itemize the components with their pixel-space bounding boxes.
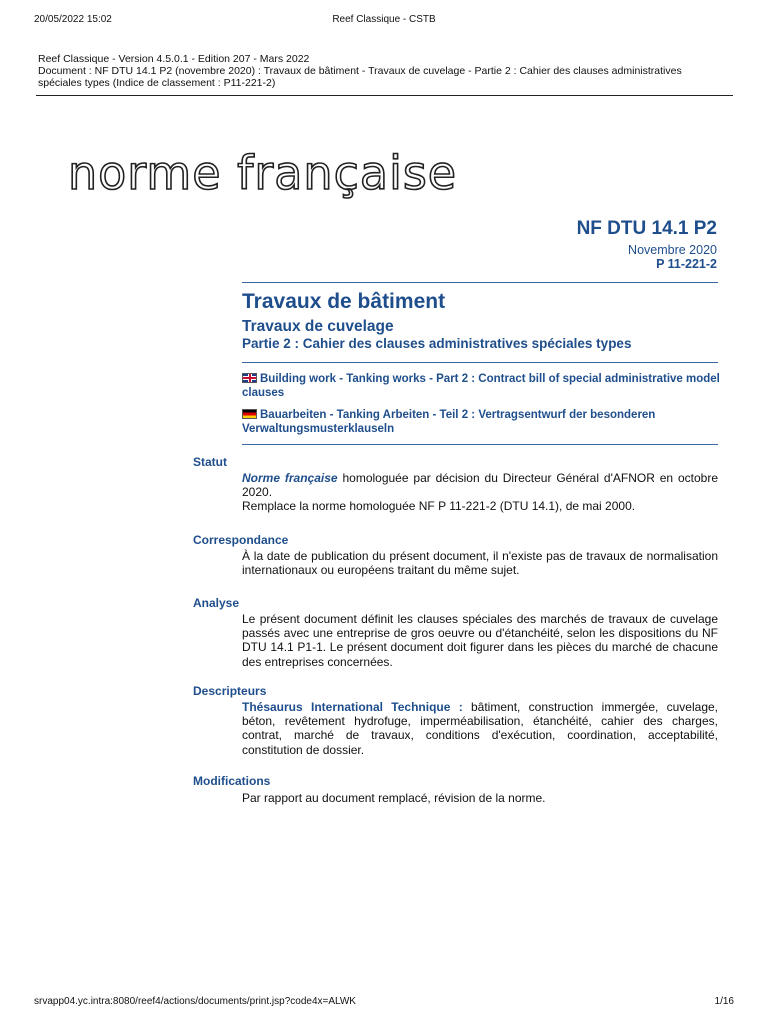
document-part: Partie 2 : Cahier des clauses administratives spéciales types bbox=[242, 336, 632, 351]
thesaurus-label: Thésaurus International Technique : bbox=[242, 700, 463, 714]
section-body-correspondance: À la date de publication du présent document, il n'existe pas de travaux de normalisation internationaux ou européens traitant du même sujet. bbox=[242, 549, 718, 578]
title-divider-bottom bbox=[242, 444, 718, 445]
norme-francaise-logo-title: norme française bbox=[68, 146, 458, 200]
standard-date: Novembre 2020 bbox=[628, 243, 717, 257]
statut-text2: Remplace la norme homologuée NF P 11-221-2 (DTU 14.1), de mai 2000. bbox=[242, 499, 636, 514]
section-body-statut bbox=[242, 471, 718, 514]
section-body-descripteurs bbox=[242, 700, 718, 757]
title-divider-middle bbox=[242, 362, 718, 363]
statut-text1: homologuée par décision du Directeur Général d'AFNOR en octobre 2020. bbox=[242, 471, 718, 500]
standard-reference: NF DTU 14.1 P2 bbox=[576, 218, 717, 239]
reef-info-line3: spéciales types (Indice de classement : P11-221-2) bbox=[38, 77, 276, 89]
english-title: Building work - Tanking works - Part 2 : Contract bill of special administrative model clauses bbox=[242, 373, 720, 399]
print-url: srvapp04.yc.intra:8080/reef4/actions/documents/print.jsp?code4x=ALWK bbox=[34, 996, 356, 1007]
section-heading-statut: Statut bbox=[193, 455, 227, 469]
section-body-modifications: Par rapport au document remplacé, révision de la norme. bbox=[242, 791, 546, 805]
reef-info-line1: Reef Classique - Version 4.5.0.1 - Edition 207 - Mars 2022 bbox=[38, 53, 310, 65]
section-heading-analyse: Analyse bbox=[193, 596, 240, 610]
section-heading-modifications: Modifications bbox=[193, 774, 271, 788]
german-flag-icon bbox=[242, 409, 257, 419]
print-page-number: 1/16 bbox=[714, 996, 734, 1007]
reef-info-line2: Document : NF DTU 14.1 P2 (novembre 2020) : Travaux de bâtiment - Travaux de cuvelage - Partie 2 : Cahier des clauses administratives bbox=[38, 65, 682, 77]
section-heading-correspondance: Correspondance bbox=[193, 533, 289, 547]
german-translation bbox=[242, 408, 720, 436]
reef-info-block bbox=[38, 53, 738, 89]
uk-flag-icon bbox=[242, 373, 257, 383]
print-window-title: Reef Classique - CSTB bbox=[332, 14, 436, 25]
section-body-analyse: Le présent document définit les clauses spéciales des marchés de travaux de cuvelage passés avec une entreprise de gros oeuvre ou d'étanchéité, selon les dispositions du NF DTU 14.1 P1-1. Le présent document doit figurer dans les pièces du marché de chacune des entreprises concernées. bbox=[242, 612, 718, 669]
section-heading-descripteurs: Descripteurs bbox=[193, 684, 267, 698]
english-translation bbox=[242, 372, 720, 400]
print-datetime: 20/05/2022 15:02 bbox=[34, 14, 112, 25]
header-divider bbox=[36, 95, 733, 96]
descripteurs-text: bâtiment, construction immergée, cuvelage, béton, revêtement hydrofuge, imperméabilisation, étanchéité, cahier des charges, contrat, marché de travaux, conditions d'exécution, coordination, acceptabilité, constitution de dossier. bbox=[242, 700, 718, 757]
title-divider-top bbox=[242, 282, 718, 283]
classification-index: P 11-221-2 bbox=[656, 257, 717, 271]
document-subtitle: Travaux de cuvelage bbox=[242, 318, 394, 335]
german-title: Bauarbeiten - Tanking Arbeiten - Teil 2 : Vertragsentwurf der besonderen Verwaltungsmusterklauseln bbox=[242, 409, 656, 435]
document-title: Travaux de bâtiment bbox=[242, 290, 446, 313]
statut-emphasis: Norme française bbox=[242, 471, 338, 485]
